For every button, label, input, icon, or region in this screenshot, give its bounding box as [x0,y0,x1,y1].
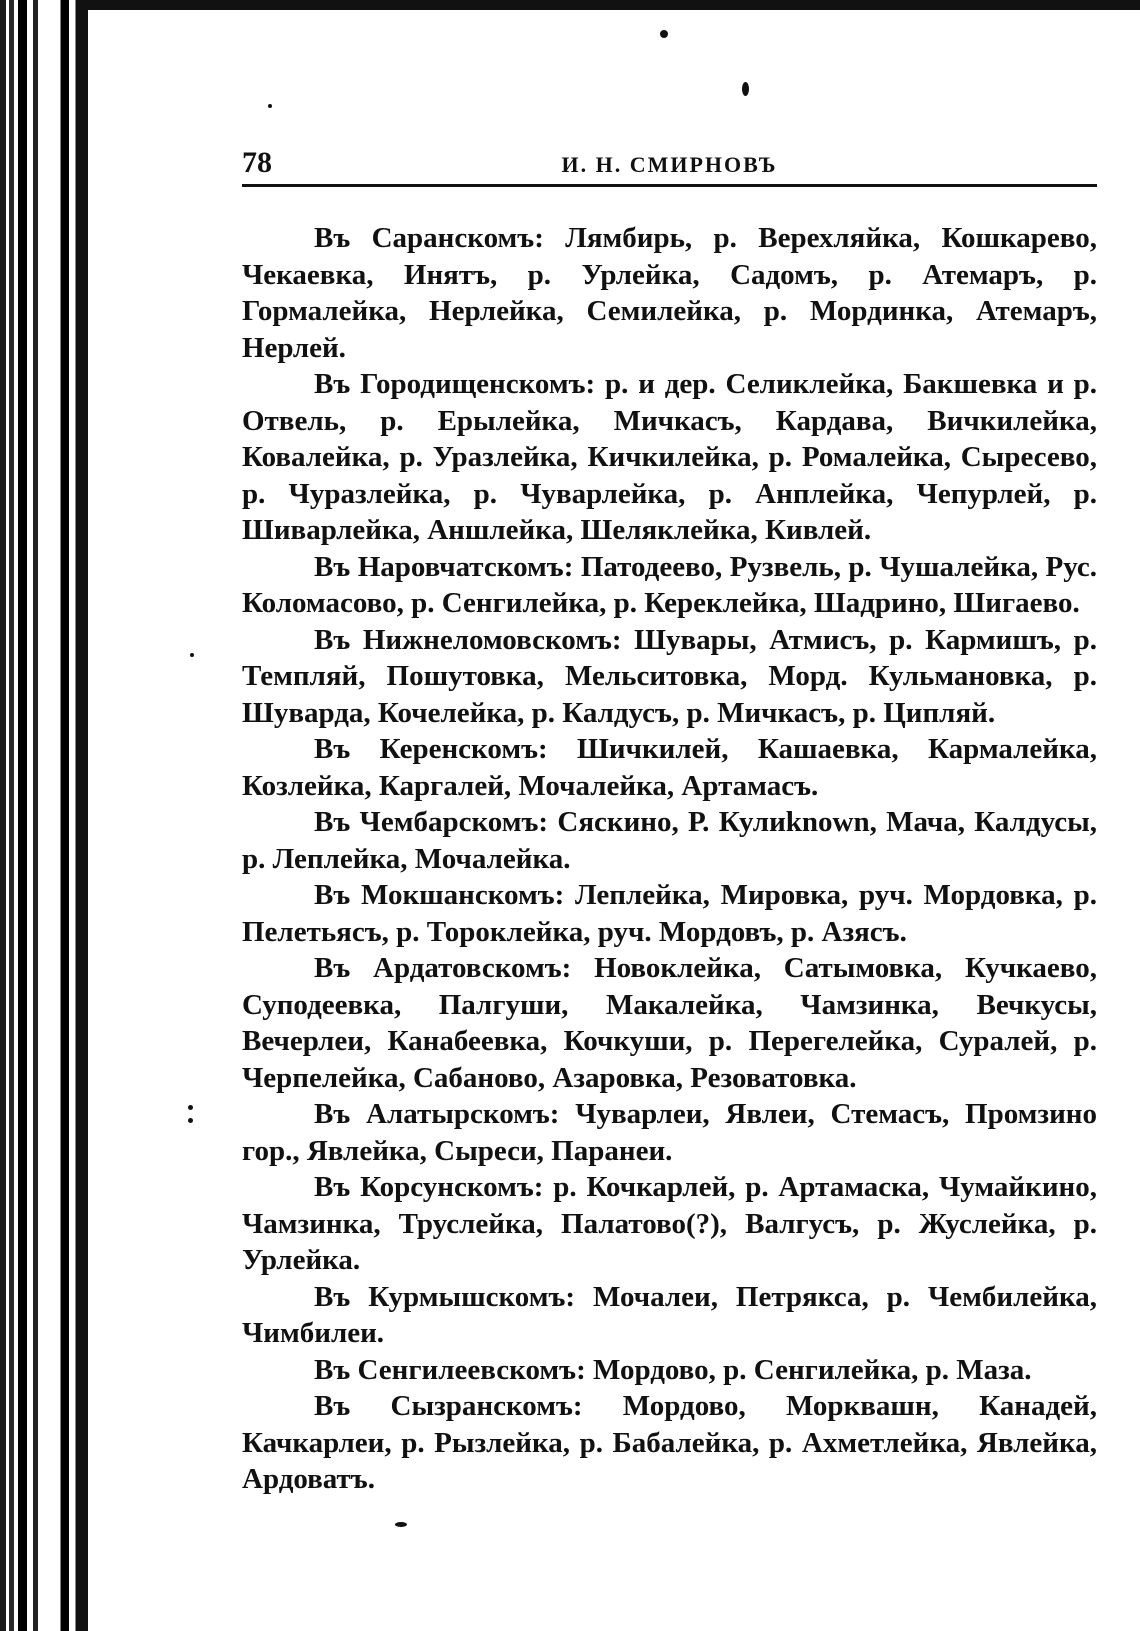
page-number: 78 [242,146,272,179]
paragraph-syzran: Въ Сызранскомъ: Мордово, Морквашн, Канадей, Качкарлеи, р. Рызлейка, р. Бабалейка, р. Ахметлейка, Явлейка, Ардоватъ. [242,1390,1097,1495]
paragraph-mokshan: Въ Мокшанскомъ: Леплейка, Мировка, руч. Мордовка, р. Пелетьясъ, р. Тороклейка, руч. Мордовъ, р. Азясъ. [242,879,1097,948]
scan-speck [660,30,668,38]
paragraph-chembar: Въ Чембарскомъ: Сяскино, Р. Кулиknown, Мача, Калдусы, р. Леплейка, Мочалейка. [242,806,1097,875]
paragraph-alatyr: Въ Алатырскомъ: Чуварлеи, Явлеи, Стемасъ, Промзино гор., Явлейка, Сыреси, Паранеи. [242,1098,1097,1167]
paragraph-narovchat: Въ Наровчатскомъ: Патодеево, Рузвель, р. Чушалейка, Рус. Коломасово, р. Сенгилейка, р. Кереклейка, Шадрино, Шигаево. [242,550,1097,619]
paragraph-kurmysh: Въ Курмышскомъ: Мочалеи, Петрякса, р. Чембилейка, Чимбилеи. [242,1280,1097,1349]
page-header [242,146,1097,186]
paragraph-saransk: Въ Саранскомъ: Лямбирь, р. Верехляйка, Кошкарево, Чекаевка, Инятъ, р. Урлейка, Садомъ, р. Атемаръ, р. Гормалейка, Нерлейка, Семилейка, р. Мординка, Атемаръ, Нерлей. [242,222,1097,364]
header-rule [242,184,1097,187]
running-head: И. Н. СМИРНОВЪ [561,152,778,177]
scan-speck [742,82,749,96]
paragraph-korsun: Въ Корсунскомъ: р. Кочкарлей, р. Артамаска, Чумайкино, Чамзинка, Труслейка, Палатово(?), Валгусъ, р. Жуслейка, р. Урлейка. [242,1171,1097,1276]
scan-speck [188,1118,193,1123]
paragraph-sengilei: Въ Сенгилеевскомъ: Мордово, р. Сенгилейка, р. Маза. [314,1353,1032,1386]
scan-speck [188,1105,193,1110]
paragraph-kerensk: Въ Керенскомъ: Шичкилей, Кашаевка, Кармалейка, Козлейка, Каргалей, Мочалейка, Артамасъ. [242,733,1097,802]
scan-top-edge [0,0,1140,10]
paragraph-nizhnelomov: Въ Нижнеломовскомъ: Шувары, Атмисъ, р. Кармишъ, р. Темпляй, Пошутовка, Мельситовка, Морд. Кульмановка, р. Шуварда, Кочелейка, р. Калдусъ, р. Мичкасъ, р. Ципляй. [242,623,1097,729]
scan-speck [268,104,272,108]
book-spine-edge [46,0,88,1631]
paragraph-gorodishche: Въ Городищенскомъ: р. и дер. Селиклейка, Бакшевка и р. Отвель, р. Ерылейка, Мичкасъ, Кардава, Вичкилейка, Ковалейка, р. Уразлейка, Кичкилейка, р. Ромалейка, Сыресево, р. Чуразлейка, р. Чуварлейка, р. Анплейка, Чепурлей, р. Шиварлейка, Аншлейка, Шеляклейка, Кивлей. [242,368,1097,546]
scan-speck [395,1522,407,1527]
scan-speck [190,653,194,657]
paragraph-ardatov: Въ Ардатовскомъ: Новоклейка, Сатымовка, Кучкаево, Суподеевка, Палгуши, Макалейка, Чамзинка, Вечкусы, Вечерлеи, Канабеевка, Кочкуши, р. Перегелейка, Суралей, р. Черпелейка, Сабаново, Азаровка, Резоватовка. [242,952,1097,1094]
body-text [242,220,1097,1498]
